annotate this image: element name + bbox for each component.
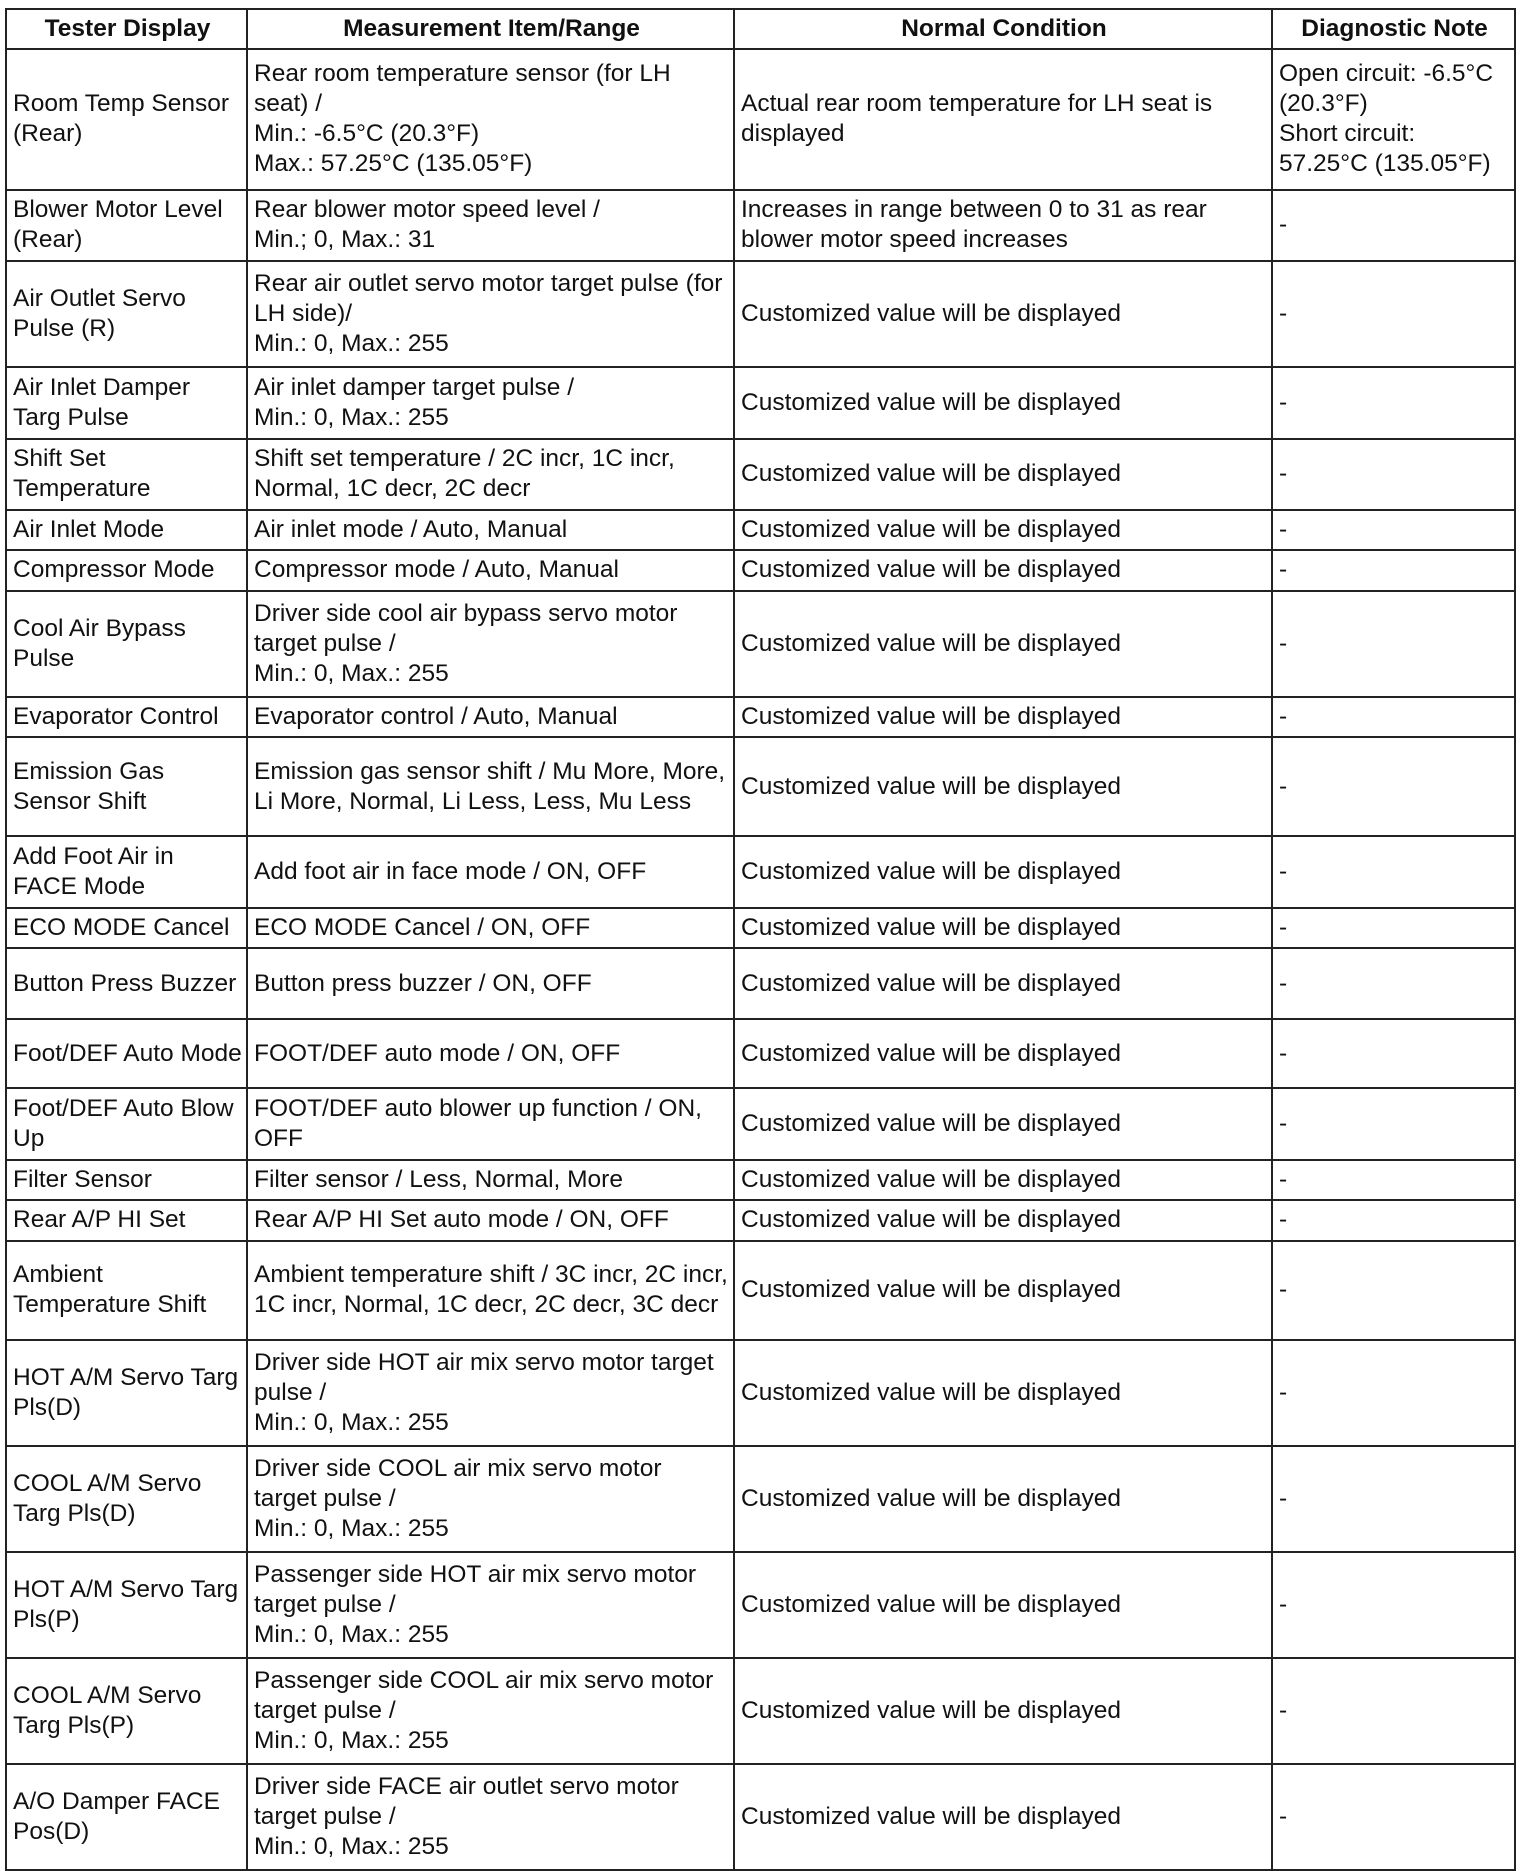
measurement-range-cell: Rear A/P HI Set auto mode / ON, OFF xyxy=(247,1200,734,1240)
measurement-range-cell: Air inlet damper target pulse / Min.: 0, Max.: 255 xyxy=(247,367,734,438)
diagnostic-note-cell: - xyxy=(1272,1088,1515,1159)
table-body xyxy=(6,49,1515,1870)
table-row xyxy=(6,367,1515,438)
diagnostic-note-cell: - xyxy=(1272,1340,1515,1446)
tester-display-cell: Foot/DEF Auto Blow Up xyxy=(6,1088,247,1159)
diagnostic-note-cell: - xyxy=(1272,836,1515,907)
normal-condition-cell: Customized value will be displayed xyxy=(734,510,1272,550)
table-row xyxy=(6,697,1515,737)
normal-condition-cell: Customized value will be displayed xyxy=(734,1340,1272,1446)
table-row xyxy=(6,1446,1515,1552)
diagnostic-note-cell: - xyxy=(1272,737,1515,836)
tester-display-cell: Blower Motor Level (Rear) xyxy=(6,190,247,261)
measurement-range-cell: ECO MODE Cancel / ON, OFF xyxy=(247,908,734,948)
table-row xyxy=(6,1200,1515,1240)
header-diagnostic-note: Diagnostic Note xyxy=(1272,9,1515,49)
measurement-range-cell: Filter sensor / Less, Normal, More xyxy=(247,1160,734,1200)
measurement-range-cell: FOOT/DEF auto blower up function / ON, OFF xyxy=(247,1088,734,1159)
table-row xyxy=(6,1241,1515,1340)
table-row xyxy=(6,737,1515,836)
diagnostic-note-cell: - xyxy=(1272,948,1515,1019)
normal-condition-cell: Customized value will be displayed xyxy=(734,1200,1272,1240)
normal-condition-cell: Customized value will be displayed xyxy=(734,948,1272,1019)
tester-display-cell: ECO MODE Cancel xyxy=(6,908,247,948)
normal-condition-cell: Customized value will be displayed xyxy=(734,1088,1272,1159)
diagnostic-note-cell: - xyxy=(1272,367,1515,438)
normal-condition-cell: Customized value will be displayed xyxy=(734,908,1272,948)
tester-display-cell: Air Inlet Damper Targ Pulse xyxy=(6,367,247,438)
measurement-range-cell: Rear air outlet servo motor target pulse (for LH side)/ Min.: 0, Max.: 255 xyxy=(247,261,734,367)
table-row xyxy=(6,261,1515,367)
measurement-range-cell: Rear blower motor speed level / Min.; 0, Max.: 31 xyxy=(247,190,734,261)
measurement-range-cell: Passenger side COOL air mix servo motor target pulse / Min.: 0, Max.: 255 xyxy=(247,1658,734,1764)
diagnostic-data-table xyxy=(5,8,1516,1871)
diagnostic-note-cell: - xyxy=(1272,1200,1515,1240)
diagnostic-note-cell: - xyxy=(1272,697,1515,737)
normal-condition-cell: Customized value will be displayed xyxy=(734,1241,1272,1340)
table-row xyxy=(6,1088,1515,1159)
diagnostic-note-cell: - xyxy=(1272,1446,1515,1552)
measurement-range-cell: Compressor mode / Auto, Manual xyxy=(247,550,734,590)
measurement-range-cell: Emission gas sensor shift / Mu More, More, Li More, Normal, Li Less, Less, Mu Less xyxy=(247,737,734,836)
normal-condition-cell: Customized value will be displayed xyxy=(734,1160,1272,1200)
diagnostic-note-cell: - xyxy=(1272,190,1515,261)
diagnostic-note-cell: - xyxy=(1272,908,1515,948)
header-measurement-item-range: Measurement Item/Range xyxy=(247,9,734,49)
measurement-range-cell: Evaporator control / Auto, Manual xyxy=(247,697,734,737)
diagnostic-note-cell: - xyxy=(1272,1160,1515,1200)
table-header-row xyxy=(6,9,1515,49)
measurement-range-cell: Driver side COOL air mix servo motor target pulse / Min.: 0, Max.: 255 xyxy=(247,1446,734,1552)
tester-display-cell: Emission Gas Sensor Shift xyxy=(6,737,247,836)
measurement-range-cell: Passenger side HOT air mix servo motor target pulse / Min.: 0, Max.: 255 xyxy=(247,1552,734,1658)
normal-condition-cell: Customized value will be displayed xyxy=(734,1019,1272,1088)
diagnostic-note-cell: - xyxy=(1272,550,1515,590)
table-row xyxy=(6,190,1515,261)
table-row xyxy=(6,1340,1515,1446)
normal-condition-cell: Increases in range between 0 to 31 as rear blower motor speed increases xyxy=(734,190,1272,261)
tester-display-cell: Air Outlet Servo Pulse (R) xyxy=(6,261,247,367)
tester-display-cell: Shift Set Temperature xyxy=(6,439,247,510)
tester-display-cell: Button Press Buzzer xyxy=(6,948,247,1019)
header-tester-display: Tester Display xyxy=(6,9,247,49)
tester-display-cell: Room Temp Sensor (Rear) xyxy=(6,49,247,190)
tester-display-cell: Air Inlet Mode xyxy=(6,510,247,550)
normal-condition-cell: Customized value will be displayed xyxy=(734,1552,1272,1658)
tester-display-cell: Compressor Mode xyxy=(6,550,247,590)
diagnostic-note-cell: - xyxy=(1272,1764,1515,1870)
table-row xyxy=(6,510,1515,550)
table-row xyxy=(6,439,1515,510)
table-row xyxy=(6,1552,1515,1658)
measurement-range-cell: Button press buzzer / ON, OFF xyxy=(247,948,734,1019)
normal-condition-cell: Customized value will be displayed xyxy=(734,591,1272,697)
tester-display-cell: Ambient Temperature Shift xyxy=(6,1241,247,1340)
measurement-range-cell: Ambient temperature shift / 3C incr, 2C incr, 1C incr, Normal, 1C decr, 2C decr, 3C decr xyxy=(247,1241,734,1340)
measurement-range-cell: Add foot air in face mode / ON, OFF xyxy=(247,836,734,907)
table-row xyxy=(6,49,1515,190)
tester-display-cell: COOL A/M Servo Targ Pls(D) xyxy=(6,1446,247,1552)
normal-condition-cell: Customized value will be displayed xyxy=(734,1446,1272,1552)
measurement-range-cell: Driver side HOT air mix servo motor target pulse / Min.: 0, Max.: 255 xyxy=(247,1340,734,1446)
diagnostic-note-cell: - xyxy=(1272,1241,1515,1340)
tester-display-cell: Rear A/P HI Set xyxy=(6,1200,247,1240)
tester-display-cell: Evaporator Control xyxy=(6,697,247,737)
normal-condition-cell: Customized value will be displayed xyxy=(734,737,1272,836)
tester-display-cell: HOT A/M Servo Targ Pls(P) xyxy=(6,1552,247,1658)
table-row xyxy=(6,908,1515,948)
diagnostic-note-cell: - xyxy=(1272,1019,1515,1088)
diagnostic-note-cell: - xyxy=(1272,439,1515,510)
table-row xyxy=(6,1160,1515,1200)
table-row xyxy=(6,948,1515,1019)
measurement-range-cell: Rear room temperature sensor (for LH seat) / Min.: -6.5°C (20.3°F) Max.: 57.25°C (135.05°F) xyxy=(247,49,734,190)
normal-condition-cell: Customized value will be displayed xyxy=(734,261,1272,367)
measurement-range-cell: Shift set temperature / 2C incr, 1C incr, Normal, 1C decr, 2C decr xyxy=(247,439,734,510)
normal-condition-cell: Actual rear room temperature for LH seat is displayed xyxy=(734,49,1272,190)
normal-condition-cell: Customized value will be displayed xyxy=(734,1658,1272,1764)
table-row xyxy=(6,550,1515,590)
tester-display-cell: HOT A/M Servo Targ Pls(D) xyxy=(6,1340,247,1446)
measurement-range-cell: Driver side FACE air outlet servo motor target pulse / Min.: 0, Max.: 255 xyxy=(247,1764,734,1870)
table-row xyxy=(6,591,1515,697)
table-row xyxy=(6,1658,1515,1764)
normal-condition-cell: Customized value will be displayed xyxy=(734,550,1272,590)
table-row xyxy=(6,836,1515,907)
tester-display-cell: Foot/DEF Auto Mode xyxy=(6,1019,247,1088)
diagnostic-note-cell: Open circuit: -6.5°C (20.3°F) Short circuit: 57.25°C (135.05°F) xyxy=(1272,49,1515,190)
measurement-range-cell: Driver side cool air bypass servo motor target pulse / Min.: 0, Max.: 255 xyxy=(247,591,734,697)
diagnostic-note-cell: - xyxy=(1272,261,1515,367)
tester-display-cell: Filter Sensor xyxy=(6,1160,247,1200)
measurement-range-cell: FOOT/DEF auto mode / ON, OFF xyxy=(247,1019,734,1088)
diagnostic-note-cell: - xyxy=(1272,591,1515,697)
tester-display-cell: Cool Air Bypass Pulse xyxy=(6,591,247,697)
normal-condition-cell: Customized value will be displayed xyxy=(734,1764,1272,1870)
measurement-range-cell: Air inlet mode / Auto, Manual xyxy=(247,510,734,550)
table-row xyxy=(6,1764,1515,1870)
diagnostic-note-cell: - xyxy=(1272,510,1515,550)
normal-condition-cell: Customized value will be displayed xyxy=(734,836,1272,907)
normal-condition-cell: Customized value will be displayed xyxy=(734,439,1272,510)
diagnostic-note-cell: - xyxy=(1272,1658,1515,1764)
tester-display-cell: COOL A/M Servo Targ Pls(P) xyxy=(6,1658,247,1764)
diagnostic-note-cell: - xyxy=(1272,1552,1515,1658)
normal-condition-cell: Customized value will be displayed xyxy=(734,367,1272,438)
table-row xyxy=(6,1019,1515,1088)
tester-display-cell: A/O Damper FACE Pos(D) xyxy=(6,1764,247,1870)
tester-display-cell: Add Foot Air in FACE Mode xyxy=(6,836,247,907)
normal-condition-cell: Customized value will be displayed xyxy=(734,697,1272,737)
header-normal-condition: Normal Condition xyxy=(734,9,1272,49)
